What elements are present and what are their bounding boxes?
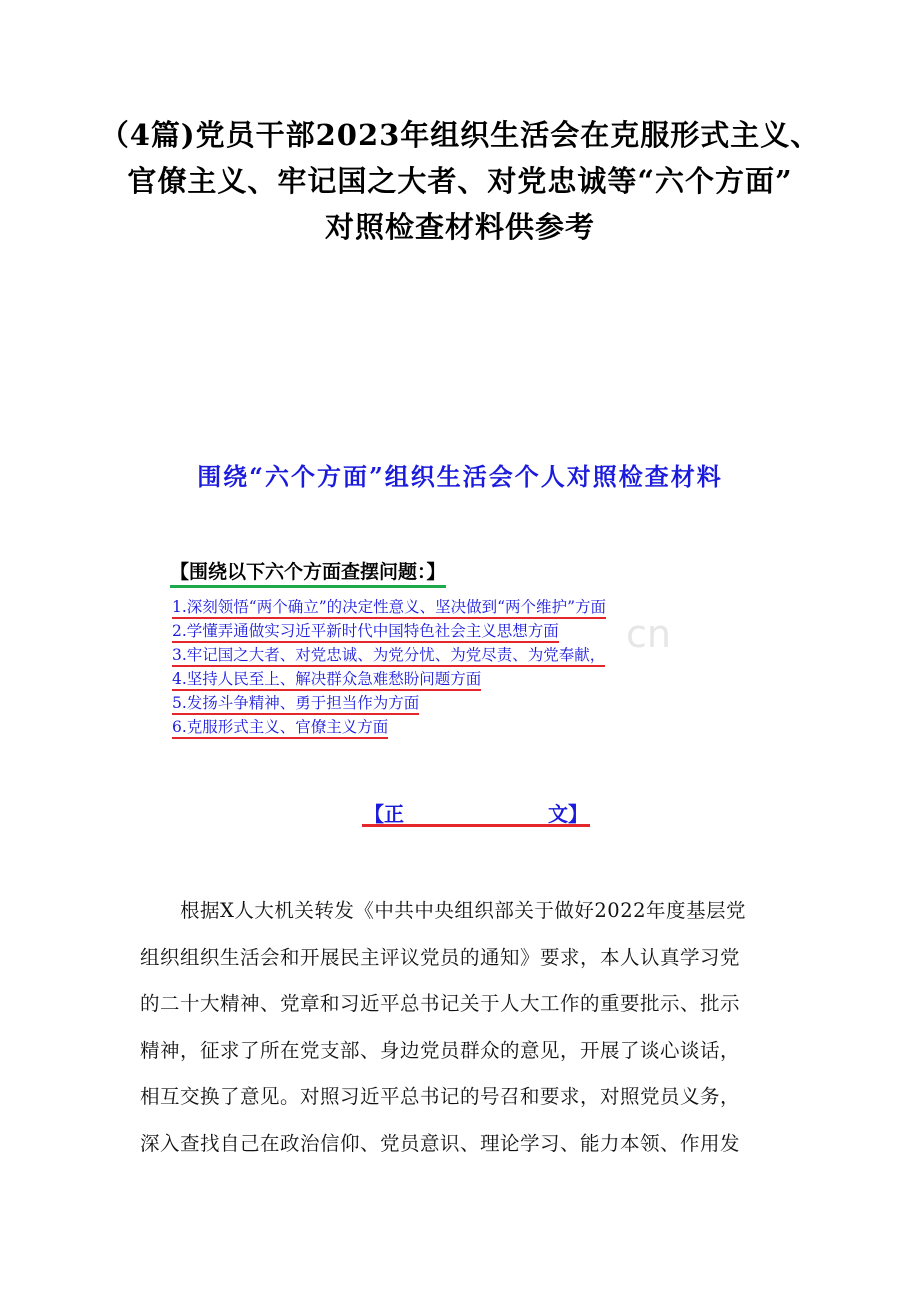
body-marker-left: 【正	[364, 802, 404, 826]
document-title	[60, 112, 860, 250]
topics-box	[170, 557, 770, 740]
list-item	[172, 668, 770, 692]
list-item	[172, 596, 770, 620]
title-line: （4篇)党员干部2023年组织生活会在克服形式主义、	[99, 118, 821, 152]
topic-item-label: 6.克服形式主义、官僚主义方面	[172, 717, 388, 739]
topic-item-label: 4.坚持人民至上、解决群众急难愁盼问题方面	[172, 669, 481, 691]
section-heading: 围绕“六个方面”组织生活会个人对照检查材料	[197, 462, 723, 491]
topics-list	[172, 596, 770, 740]
body-line: 精神，征求了所在党支部、身边党员群众的意见，开展了谈心谈话，	[140, 1038, 741, 1062]
list-item	[172, 716, 770, 740]
topic-item-label: 5.发扬斗争精神、勇于担当作为方面	[172, 693, 419, 715]
title-line: 官僚主义、牢记国之大者、对党忠诚等“六个方面”	[127, 164, 793, 198]
body-line: 组织组织生活会和开展民主评议党员的通知》要求，本人认真学习党	[140, 945, 741, 969]
body-line: 相互交换了意见。对照习近平总书记的号召和要求，对照党员义务，	[140, 1085, 741, 1108]
title-line: 对照检查材料供参考	[324, 210, 595, 244]
body-line: 的二十大精神、党章和习近平总书记关于人大工作的重要批示、批示	[140, 992, 741, 1015]
list-item	[172, 644, 770, 668]
list-item	[172, 692, 770, 716]
body-paragraph	[140, 888, 800, 1167]
topics-heading: 【围绕以下六个方面查摆问题：】	[170, 557, 446, 588]
topic-item-label: 2.学懂弄通做实习近平新时代中国特色社会主义思想方面	[172, 621, 559, 643]
watermark: cn	[626, 612, 671, 656]
body-marker-right: 文】	[548, 802, 588, 826]
body-line: 深入查找自己在政治信仰、党员意识、理论学习、能力本领、作用发	[140, 1131, 741, 1155]
topic-item-label: 3.牢记国之大者、对党忠诚、为党分忧、为党尽责、为党奉献，	[172, 645, 605, 667]
topic-item-label: 1.深刻领悟“两个确立”的决定性意义、坚决做到“两个维护”方面	[172, 597, 606, 619]
list-item	[172, 620, 770, 644]
body-marker	[362, 798, 590, 827]
body-line: 根据X人大机关转发《中共中央组织部关于做好2022年度基层党	[140, 899, 747, 922]
